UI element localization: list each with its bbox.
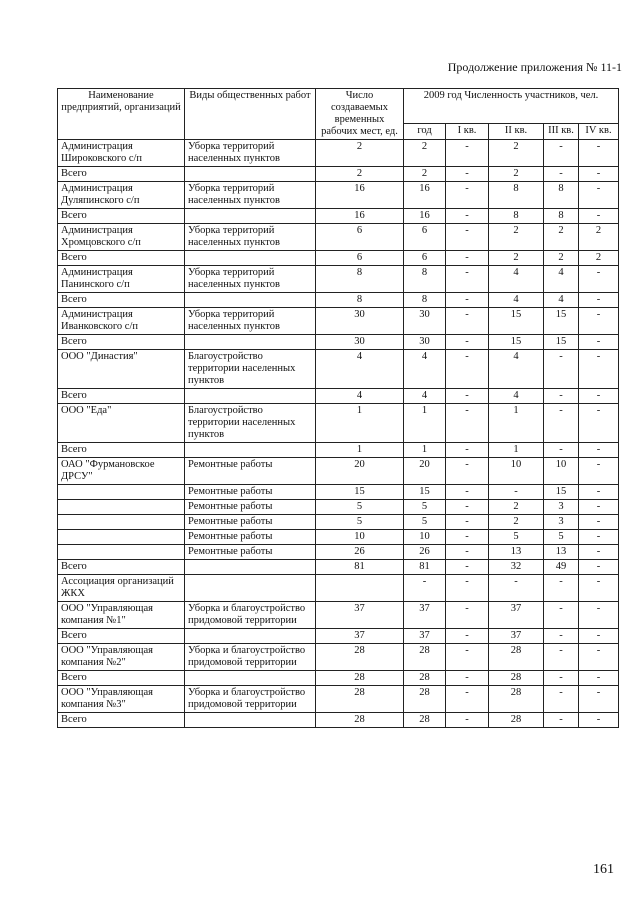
cell-name: ООО "Управляющая компания №2" xyxy=(58,644,185,671)
cell-q1: - xyxy=(446,545,489,560)
table-row xyxy=(58,671,619,686)
cell-name: ООО "Династия" xyxy=(58,350,185,389)
table-row xyxy=(58,713,619,728)
cell-q1: - xyxy=(446,293,489,308)
cell-q2: 8 xyxy=(489,182,544,209)
cell-jobs: 28 xyxy=(316,671,404,686)
cell-q3: - xyxy=(544,404,579,443)
table-row xyxy=(58,167,619,182)
header-q4: IV кв. xyxy=(579,124,619,140)
cell-year: 1 xyxy=(404,443,446,458)
cell-work: Ремонтные работы xyxy=(185,500,316,515)
cell-name: Администрация Хромцовского с/п xyxy=(58,224,185,251)
cell-q3: 4 xyxy=(544,266,579,293)
header-q3: III кв. xyxy=(544,124,579,140)
cell-q1: - xyxy=(446,686,489,713)
table-row xyxy=(58,458,619,485)
cell-jobs: 1 xyxy=(316,443,404,458)
cell-year: 16 xyxy=(404,182,446,209)
cell-q1: - xyxy=(446,389,489,404)
cell-q2: 15 xyxy=(489,308,544,335)
cell-name: Всего xyxy=(58,293,185,308)
table-row xyxy=(58,224,619,251)
cell-q4: - xyxy=(579,209,619,224)
cell-year: 4 xyxy=(404,350,446,389)
cell-jobs: 10 xyxy=(316,530,404,545)
cell-name: Всего xyxy=(58,251,185,266)
cell-work: Благоустройство территории населенных пунктов xyxy=(185,350,316,389)
cell-q4: - xyxy=(579,671,619,686)
table-row xyxy=(58,350,619,389)
cell-q3: - xyxy=(544,686,579,713)
cell-q2: 28 xyxy=(489,713,544,728)
table-row xyxy=(58,560,619,575)
cell-q4: 2 xyxy=(579,224,619,251)
table-row xyxy=(58,629,619,644)
header-year: год xyxy=(404,124,446,140)
cell-year: 81 xyxy=(404,560,446,575)
cell-name: Всего xyxy=(58,671,185,686)
cell-q4: - xyxy=(579,293,619,308)
cell-q3: - xyxy=(544,575,579,602)
cell-work xyxy=(185,293,316,308)
table-row xyxy=(58,293,619,308)
table-row xyxy=(58,485,619,500)
cell-q2: 28 xyxy=(489,671,544,686)
cell-work xyxy=(185,713,316,728)
table-row xyxy=(58,443,619,458)
cell-q3: 4 xyxy=(544,293,579,308)
cell-year: 1 xyxy=(404,404,446,443)
cell-jobs: 16 xyxy=(316,182,404,209)
cell-q3: 8 xyxy=(544,182,579,209)
cell-q4: - xyxy=(579,458,619,485)
cell-q1: - xyxy=(446,629,489,644)
cell-q4: - xyxy=(579,404,619,443)
cell-name: Всего xyxy=(58,389,185,404)
cell-jobs: 37 xyxy=(316,602,404,629)
cell-q3: - xyxy=(544,713,579,728)
cell-q2: 2 xyxy=(489,251,544,266)
cell-jobs: 1 xyxy=(316,404,404,443)
cell-jobs: 2 xyxy=(316,167,404,182)
cell-year: 20 xyxy=(404,458,446,485)
cell-jobs: 37 xyxy=(316,629,404,644)
cell-q2: 2 xyxy=(489,140,544,167)
cell-q3: 8 xyxy=(544,209,579,224)
cell-year: 28 xyxy=(404,644,446,671)
cell-year: 6 xyxy=(404,251,446,266)
cell-q4: - xyxy=(579,182,619,209)
cell-q3: - xyxy=(544,602,579,629)
cell-name: Администрация Панинского с/п xyxy=(58,266,185,293)
header-works: Виды общественных работ xyxy=(185,89,316,140)
cell-work: Уборка территорий населенных пунктов xyxy=(185,182,316,209)
cell-q4: - xyxy=(579,644,619,671)
cell-q2: - xyxy=(489,575,544,602)
cell-name xyxy=(58,530,185,545)
cell-name: Всего xyxy=(58,167,185,182)
cell-year: 30 xyxy=(404,308,446,335)
cell-q3: 49 xyxy=(544,560,579,575)
cell-q4: - xyxy=(579,575,619,602)
cell-q1: - xyxy=(446,485,489,500)
cell-q4: - xyxy=(579,686,619,713)
cell-q1: - xyxy=(446,404,489,443)
cell-work: Уборка и благоустройство придомовой территории xyxy=(185,644,316,671)
cell-q3: - xyxy=(544,350,579,389)
cell-q1: - xyxy=(446,308,489,335)
cell-year: 28 xyxy=(404,671,446,686)
cell-q2: 37 xyxy=(489,602,544,629)
table-row xyxy=(58,515,619,530)
cell-q4: - xyxy=(579,335,619,350)
cell-q1: - xyxy=(446,251,489,266)
table-row xyxy=(58,308,619,335)
cell-jobs: 6 xyxy=(316,224,404,251)
table-row xyxy=(58,140,619,167)
cell-q4: - xyxy=(579,602,619,629)
cell-jobs: 15 xyxy=(316,485,404,500)
cell-q3: - xyxy=(544,671,579,686)
cell-q4: - xyxy=(579,350,619,389)
cell-q2: - xyxy=(489,485,544,500)
cell-year: 10 xyxy=(404,530,446,545)
cell-jobs: 26 xyxy=(316,545,404,560)
cell-work: Ремонтные работы xyxy=(185,515,316,530)
cell-q2: 4 xyxy=(489,389,544,404)
cell-name: Всего xyxy=(58,335,185,350)
cell-q1: - xyxy=(446,209,489,224)
cell-q1: - xyxy=(446,515,489,530)
table-row xyxy=(58,335,619,350)
cell-q3: 5 xyxy=(544,530,579,545)
table-row xyxy=(58,575,619,602)
cell-q2: 2 xyxy=(489,167,544,182)
cell-q1: - xyxy=(446,443,489,458)
cell-q2: 28 xyxy=(489,686,544,713)
cell-name: Всего xyxy=(58,443,185,458)
cell-q1: - xyxy=(446,335,489,350)
cell-q1: - xyxy=(446,182,489,209)
cell-year: 26 xyxy=(404,545,446,560)
cell-q4: - xyxy=(579,530,619,545)
cell-jobs xyxy=(316,575,404,602)
table-row xyxy=(58,602,619,629)
table-row xyxy=(58,209,619,224)
cell-work xyxy=(185,209,316,224)
cell-q1: - xyxy=(446,458,489,485)
cell-year: 30 xyxy=(404,335,446,350)
cell-jobs: 28 xyxy=(316,686,404,713)
cell-name: ООО "Еда" xyxy=(58,404,185,443)
cell-q3: - xyxy=(544,389,579,404)
table-row xyxy=(58,266,619,293)
cell-q4: - xyxy=(579,515,619,530)
cell-jobs: 8 xyxy=(316,293,404,308)
cell-jobs: 4 xyxy=(316,350,404,389)
table-row xyxy=(58,182,619,209)
cell-year: 6 xyxy=(404,224,446,251)
cell-jobs: 28 xyxy=(316,644,404,671)
cell-q1: - xyxy=(446,713,489,728)
cell-name: Ассоциация организаций ЖКХ xyxy=(58,575,185,602)
header-year-group: 2009 год Численность участников, чел. xyxy=(404,89,619,124)
cell-jobs: 4 xyxy=(316,389,404,404)
cell-q2: 2 xyxy=(489,224,544,251)
cell-year: 8 xyxy=(404,293,446,308)
cell-name: ОАО "Фурмановское ДРСУ" xyxy=(58,458,185,485)
cell-q3: 3 xyxy=(544,515,579,530)
cell-year: 4 xyxy=(404,389,446,404)
cell-year: 15 xyxy=(404,485,446,500)
cell-q4: - xyxy=(579,389,619,404)
cell-q3: 2 xyxy=(544,224,579,251)
cell-name: Всего xyxy=(58,560,185,575)
cell-name: ООО "Управляющая компания №1" xyxy=(58,602,185,629)
cell-q2: 37 xyxy=(489,629,544,644)
cell-year: 37 xyxy=(404,629,446,644)
cell-q4: - xyxy=(579,140,619,167)
cell-work xyxy=(185,167,316,182)
cell-q3: - xyxy=(544,140,579,167)
header-q2: II кв. xyxy=(489,124,544,140)
cell-q4: - xyxy=(579,308,619,335)
page-header: Продолжение приложения № 11-1 xyxy=(447,60,622,74)
cell-q3: 15 xyxy=(544,308,579,335)
cell-work: Уборка территорий населенных пунктов xyxy=(185,308,316,335)
cell-year: 2 xyxy=(404,167,446,182)
cell-q2: 1 xyxy=(489,404,544,443)
cell-year: 5 xyxy=(404,500,446,515)
cell-q1: - xyxy=(446,167,489,182)
cell-jobs: 5 xyxy=(316,515,404,530)
cell-q2: 32 xyxy=(489,560,544,575)
cell-q2: 4 xyxy=(489,293,544,308)
cell-jobs: 5 xyxy=(316,500,404,515)
cell-year: 5 xyxy=(404,515,446,530)
cell-jobs: 20 xyxy=(316,458,404,485)
cell-name: Всего xyxy=(58,209,185,224)
cell-q1: - xyxy=(446,560,489,575)
cell-q2: 5 xyxy=(489,530,544,545)
cell-q3: 13 xyxy=(544,545,579,560)
cell-work: Уборка территорий населенных пунктов xyxy=(185,224,316,251)
cell-q2: 4 xyxy=(489,350,544,389)
cell-year: 16 xyxy=(404,209,446,224)
cell-q3: - xyxy=(544,443,579,458)
cell-q3: 10 xyxy=(544,458,579,485)
cell-name xyxy=(58,485,185,500)
cell-year: - xyxy=(404,575,446,602)
cell-jobs: 6 xyxy=(316,251,404,266)
cell-jobs: 30 xyxy=(316,335,404,350)
cell-q2: 1 xyxy=(489,443,544,458)
cell-q2: 2 xyxy=(489,515,544,530)
cell-name: Всего xyxy=(58,713,185,728)
cell-work xyxy=(185,389,316,404)
cell-year: 37 xyxy=(404,602,446,629)
cell-work: Уборка и благоустройство придомовой территории xyxy=(185,686,316,713)
cell-q4: - xyxy=(579,266,619,293)
cell-work xyxy=(185,671,316,686)
cell-work xyxy=(185,335,316,350)
table-row xyxy=(58,530,619,545)
cell-q4: - xyxy=(579,713,619,728)
cell-year: 8 xyxy=(404,266,446,293)
participants-table xyxy=(57,88,619,728)
cell-name: Администрация Широковского с/п xyxy=(58,140,185,167)
cell-year: 2 xyxy=(404,140,446,167)
cell-q1: - xyxy=(446,350,489,389)
cell-q1: - xyxy=(446,266,489,293)
cell-q1: - xyxy=(446,644,489,671)
table-row xyxy=(58,404,619,443)
cell-year: 28 xyxy=(404,713,446,728)
cell-jobs: 2 xyxy=(316,140,404,167)
cell-q4: - xyxy=(579,167,619,182)
cell-q3: - xyxy=(544,629,579,644)
table-row xyxy=(58,545,619,560)
header-name: Наименование предприятий, организаций xyxy=(58,89,185,140)
cell-work xyxy=(185,560,316,575)
cell-year: 28 xyxy=(404,686,446,713)
cell-name xyxy=(58,500,185,515)
cell-q3: 15 xyxy=(544,335,579,350)
cell-jobs: 16 xyxy=(316,209,404,224)
cell-name: Администрация Дуляпинского с/п xyxy=(58,182,185,209)
cell-work: Уборка территорий населенных пунктов xyxy=(185,140,316,167)
cell-name xyxy=(58,515,185,530)
cell-q1: - xyxy=(446,500,489,515)
cell-q2: 8 xyxy=(489,209,544,224)
cell-q4: - xyxy=(579,629,619,644)
cell-work: Благоустройство территории населенных пунктов xyxy=(185,404,316,443)
cell-q2: 4 xyxy=(489,266,544,293)
cell-q2: 2 xyxy=(489,500,544,515)
cell-jobs: 28 xyxy=(316,713,404,728)
cell-q3: 15 xyxy=(544,485,579,500)
cell-work: Ремонтные работы xyxy=(185,530,316,545)
cell-work: Ремонтные работы xyxy=(185,458,316,485)
table-row xyxy=(58,500,619,515)
table-row xyxy=(58,251,619,266)
cell-q4: - xyxy=(579,443,619,458)
cell-work xyxy=(185,629,316,644)
table-row xyxy=(58,644,619,671)
cell-q1: - xyxy=(446,530,489,545)
cell-q3: - xyxy=(544,167,579,182)
cell-q1: - xyxy=(446,575,489,602)
cell-q2: 13 xyxy=(489,545,544,560)
cell-work xyxy=(185,251,316,266)
cell-work: Ремонтные работы xyxy=(185,545,316,560)
cell-work xyxy=(185,575,316,602)
table-body xyxy=(58,140,619,728)
cell-q4: 2 xyxy=(579,251,619,266)
cell-name: Всего xyxy=(58,629,185,644)
cell-q3: - xyxy=(544,644,579,671)
cell-jobs: 81 xyxy=(316,560,404,575)
cell-name: ООО "Управляющая компания №3" xyxy=(58,686,185,713)
cell-q2: 10 xyxy=(489,458,544,485)
cell-q1: - xyxy=(446,602,489,629)
cell-work: Уборка и благоустройство придомовой территории xyxy=(185,602,316,629)
cell-work: Ремонтные работы xyxy=(185,485,316,500)
header-jobs: Число создаваемых временных рабочих мест, ед. xyxy=(316,89,404,140)
cell-q3: 2 xyxy=(544,251,579,266)
cell-q4: - xyxy=(579,560,619,575)
cell-q4: - xyxy=(579,485,619,500)
cell-q1: - xyxy=(446,671,489,686)
cell-q2: 28 xyxy=(489,644,544,671)
cell-jobs: 8 xyxy=(316,266,404,293)
cell-q4: - xyxy=(579,500,619,515)
header-q1: I кв. xyxy=(446,124,489,140)
cell-work: Уборка территорий населенных пунктов xyxy=(185,266,316,293)
cell-q4: - xyxy=(579,545,619,560)
cell-name xyxy=(58,545,185,560)
page-number: 161 xyxy=(593,862,614,877)
cell-name: Администрация Иванковского с/п xyxy=(58,308,185,335)
cell-q2: 15 xyxy=(489,335,544,350)
cell-jobs: 30 xyxy=(316,308,404,335)
cell-work xyxy=(185,443,316,458)
cell-q1: - xyxy=(446,224,489,251)
cell-q3: 3 xyxy=(544,500,579,515)
table-row xyxy=(58,389,619,404)
cell-q1: - xyxy=(446,140,489,167)
table-row xyxy=(58,686,619,713)
